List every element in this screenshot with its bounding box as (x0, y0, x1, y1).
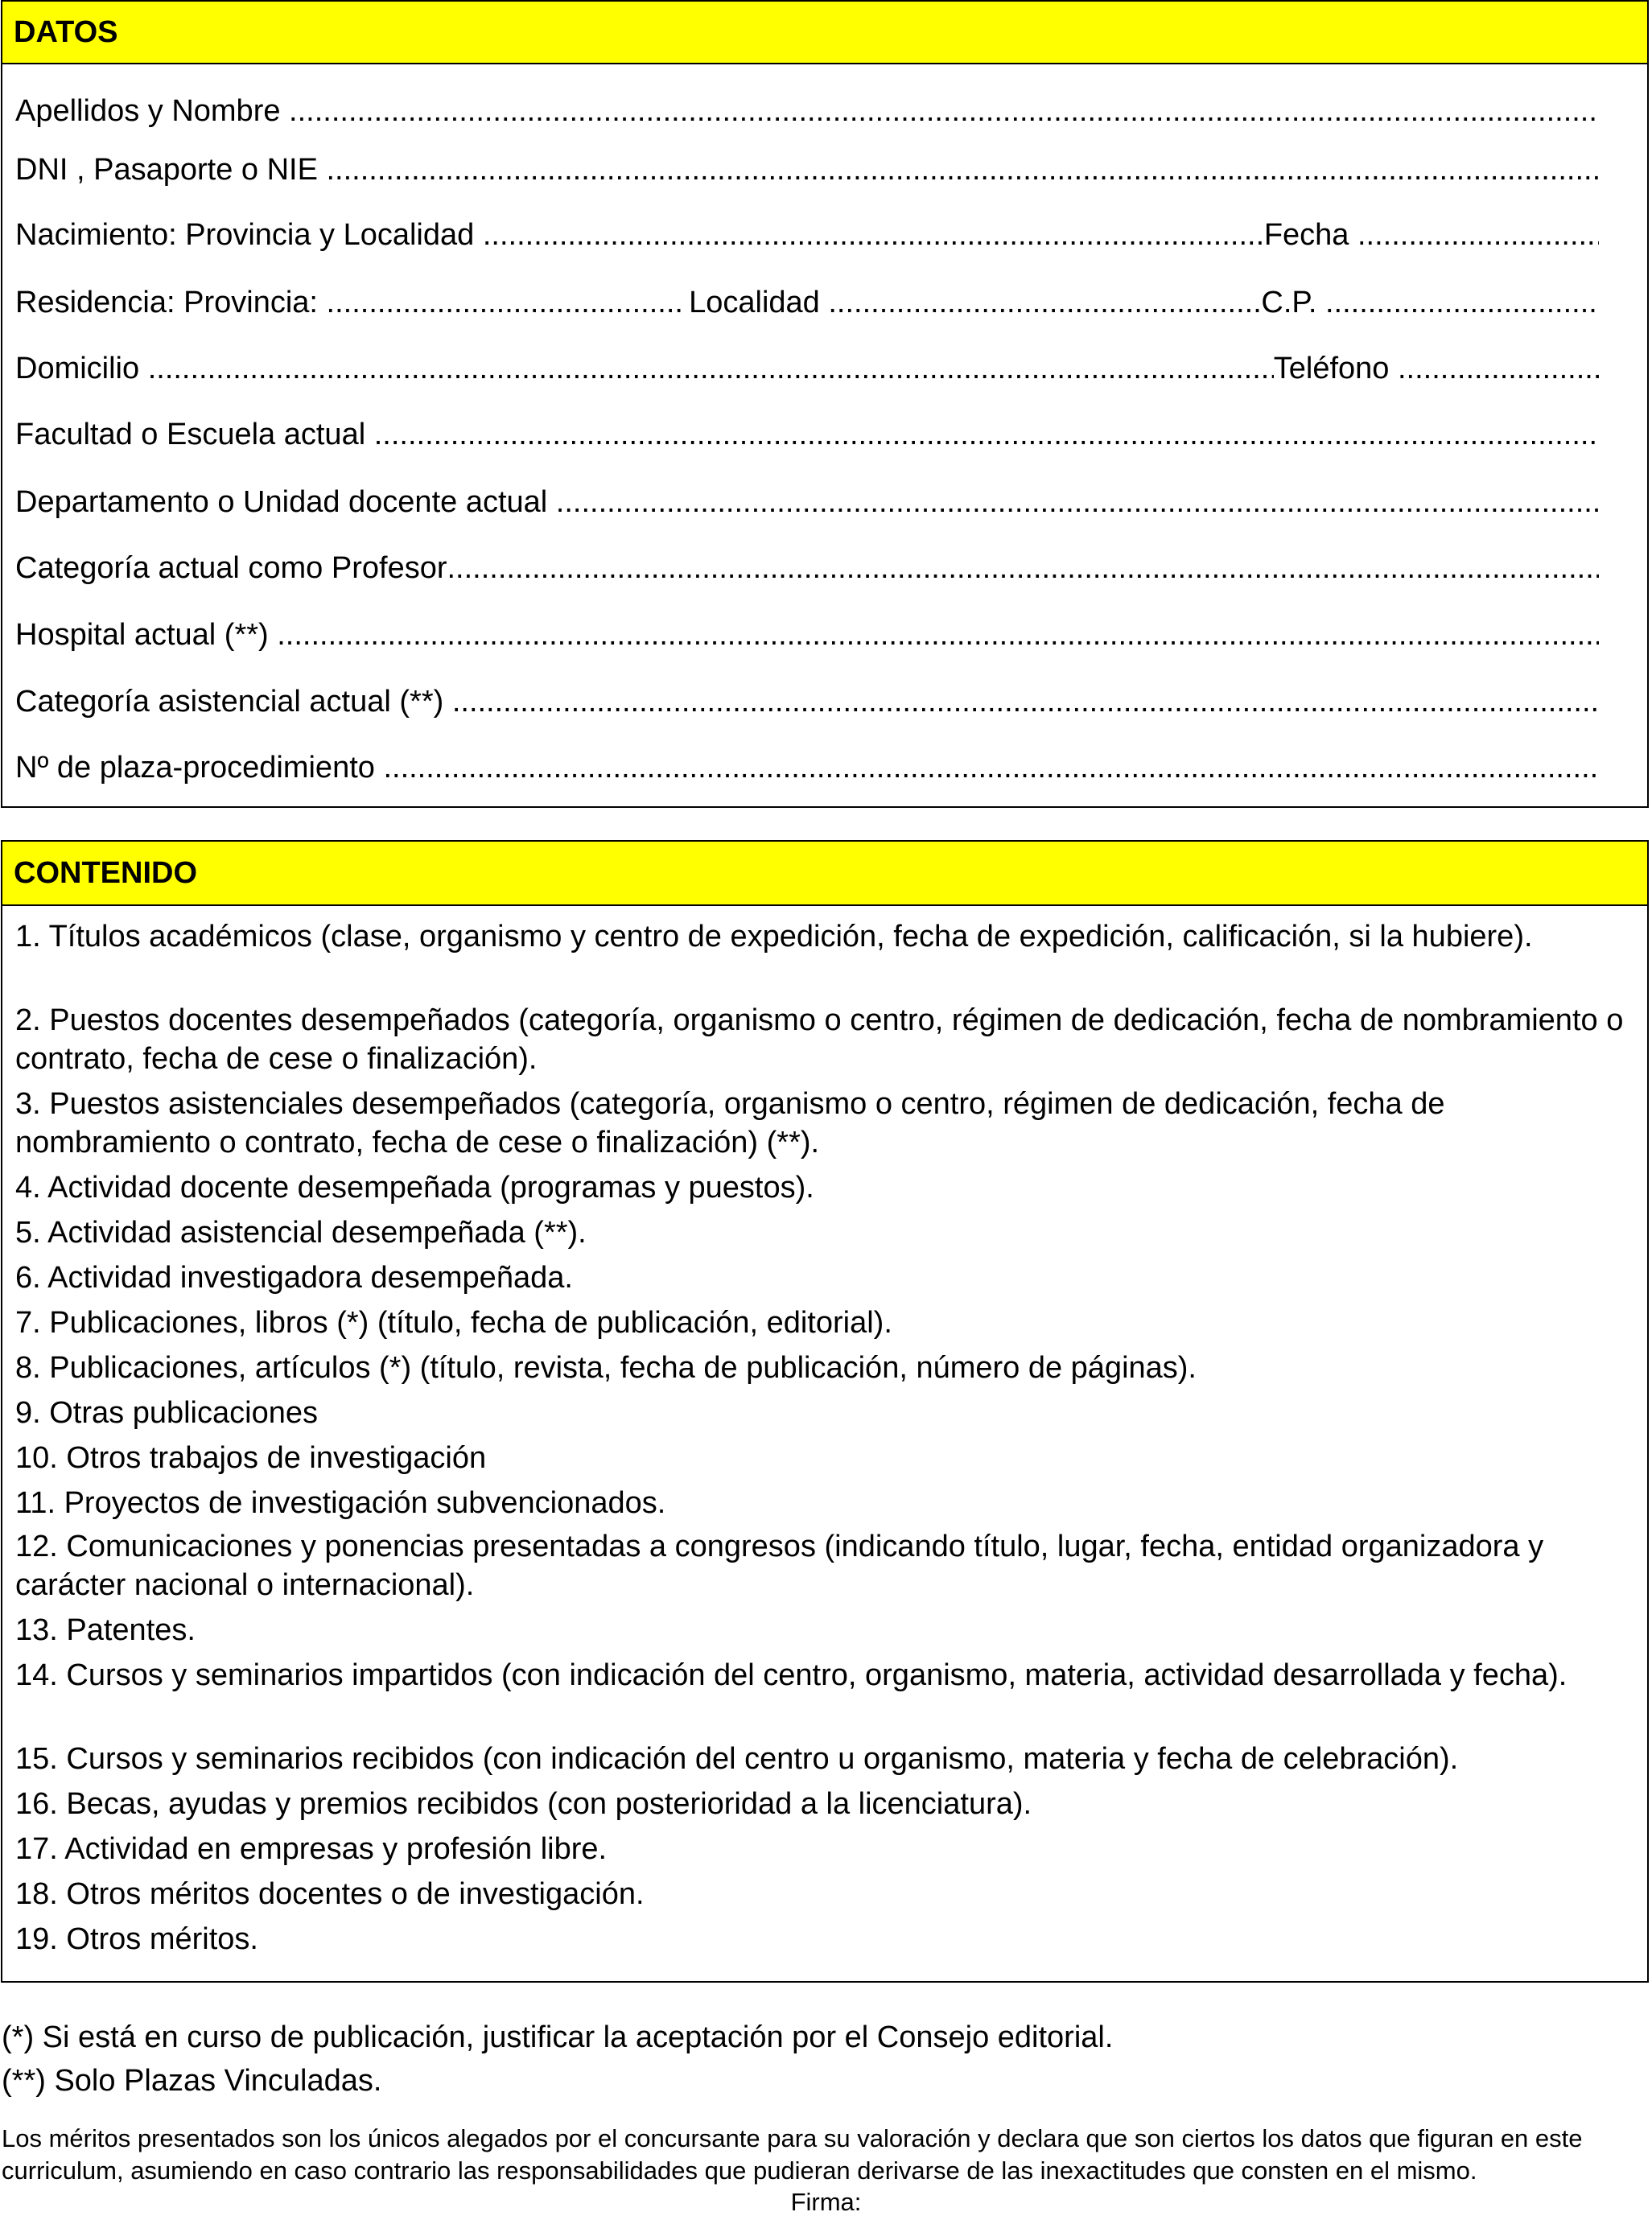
field-label: Facultad o Escuela actual (15, 418, 366, 451)
field-plaza[interactable] (15, 739, 1599, 787)
contenido-item: 12. Comunicaciones y ponencias presentadas a congresos (indicando título, lugar, fecha, entidad organizadora y carácter nacional o internacional). (15, 1530, 1544, 1602)
contenido-item: 8. Publicaciones, artículos (*) (título, revista, fecha de publicación, número de páginas). (15, 1351, 1197, 1385)
contenido-item: 11. Proyectos de investigación subvencionados. (15, 1486, 666, 1520)
field-label: Nacimiento: Provincia y Localidad (15, 218, 475, 252)
contenido-item: 14. Cursos y seminarios impartidos (con indicación del centro, organismo, materia, actividad desarrollada y fecha). (15, 1658, 1568, 1692)
field-dni[interactable] (15, 141, 1599, 189)
field-categoria-asistencial[interactable] (15, 673, 1599, 721)
field-apellidos[interactable] (15, 82, 1599, 130)
contenido-item: 3. Puestos asistenciales desempeñados (categoría, organismo o centro, régimen de dedicación, fecha de nombramiento o contrato, fecha de cese o finalización) (**). (15, 1087, 1445, 1159)
field-hospital[interactable] (15, 606, 1599, 654)
field-label-localidad: Localidad (689, 286, 820, 319)
field-label: DNI , Pasaporte o NIE (15, 153, 318, 187)
contenido-item: 19. Otros méritos. (15, 1922, 258, 1956)
field-departamento[interactable] (15, 473, 1599, 521)
contenido-item: 17. Actividad en empresas y profesión libre. (15, 1832, 608, 1866)
field-label-telefono: Teléfono (1273, 352, 1390, 385)
contenido-item: 18. Otros méritos docentes o de investigación. (15, 1877, 645, 1911)
contenido-item: 10. Otros trabajos de investigación (15, 1441, 487, 1475)
contenido-header: CONTENIDO (2, 842, 1647, 906)
datos-section (1, 0, 1649, 808)
field-label: Domicilio (15, 352, 140, 385)
field-label-fecha: Fecha (1263, 218, 1349, 252)
field-label: Categoría actual como Profesor (15, 551, 447, 585)
contenido-item: 9. Otras publicaciones (15, 1396, 318, 1430)
contenido-item: 13. Patentes. (15, 1613, 196, 1647)
field-label: Residencia: Provincia: (15, 286, 318, 319)
contenido-item: 5. Actividad asistencial desempeñada (**). (15, 1216, 587, 1250)
field-residencia[interactable] (15, 274, 1599, 322)
contenido-item: 2. Puestos docentes desempeñados (categoría, organismo o centro, régimen de dedicación, fecha de nombramiento o contrato, fecha de cese o finalización). (15, 1003, 1624, 1076)
datos-header: DATOS (2, 2, 1647, 64)
field-label-cp: C.P. (1261, 286, 1317, 319)
contenido-item: 1. Títulos académicos (clase, organismo y centro de expedición, fecha de expedición, calificación, si la hubiere). (15, 920, 1533, 954)
field-domicilio[interactable] (15, 340, 1599, 388)
declaration-text: Los méritos presentados son los únicos alegados por el concursante para su valoración y declara que son ciertos los datos que figuran en este curriculum, asumiendo en caso contrario las responsabilidades que pudieran derivarse de las inexactitudes que consten en el mismo. (2, 2124, 1583, 2185)
field-nacimiento[interactable] (15, 206, 1599, 254)
footnote-asterisk: (*) Si está en curso de publicación, justificar la aceptación por el Consejo editorial. (2, 2020, 1114, 2054)
contenido-item: 15. Cursos y seminarios recibidos (con indicación del centro u organismo, materia y fecha de celebración). (15, 1742, 1459, 1776)
contenido-item: 4. Actividad docente desempeñada (programas y puestos). (15, 1171, 814, 1205)
field-categoria-profesor[interactable] (15, 539, 1599, 587)
firma-label: Firma: (790, 2188, 862, 2216)
contenido-item: 6. Actividad investigadora desempeñada. (15, 1261, 573, 1295)
contenido-item: 16. Becas, ayudas y premios recibidos (con posterioridad a la licenciatura). (15, 1787, 1032, 1821)
field-label: Departamento o Unidad docente actual (15, 485, 548, 519)
footnote-double-asterisk: (**) Solo Plazas Vinculadas. (2, 2064, 382, 2098)
field-label: Categoría asistencial actual (**) (15, 685, 444, 719)
field-label: Apellidos y Nombre (15, 94, 281, 128)
contenido-item: 7. Publicaciones, libros (*) (título, fecha de publicación, editorial). (15, 1306, 892, 1340)
contenido-section (1, 840, 1649, 1983)
field-label: Nº de plaza-procedimiento (15, 751, 375, 785)
field-label: Hospital actual (**) (15, 618, 269, 652)
field-facultad[interactable] (15, 406, 1599, 454)
